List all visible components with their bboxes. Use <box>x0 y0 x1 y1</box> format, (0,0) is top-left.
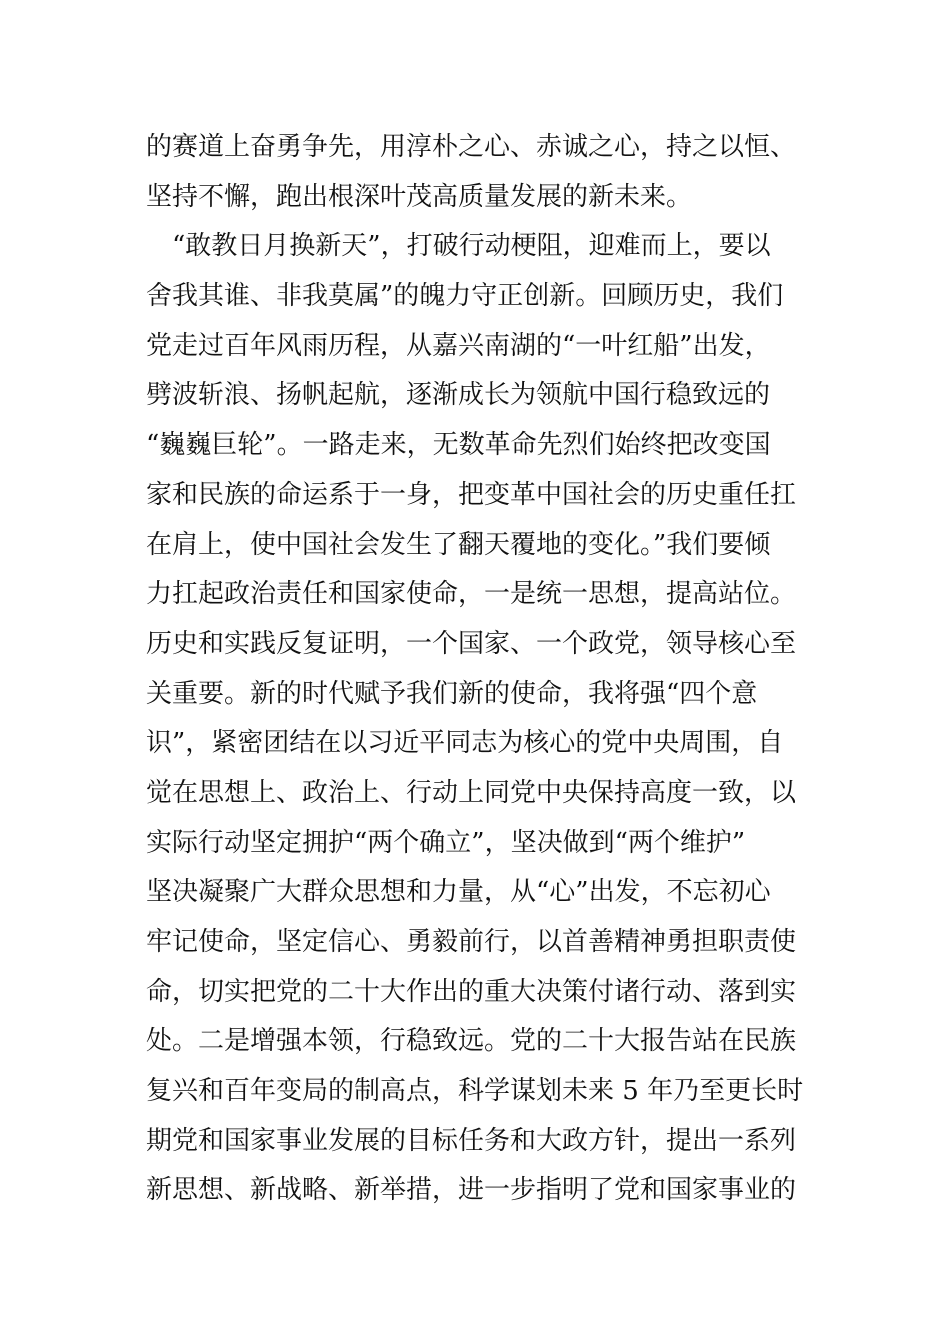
text-line-6: 劈波斩浪、扬帆起航，逐渐成长为领航中国行稳致远的 <box>146 380 771 411</box>
text-line-10: 力扛起政治责任和国家使命，一是统一思想，提高站位。 <box>146 579 797 610</box>
text-line-17: 牢记使命，坚定信心、勇毅前行，以首善精神勇担职责使 <box>146 927 797 957</box>
text-line-15: 实际行动坚定拥护“两个确立”，坚决做到“两个维护” <box>146 827 746 858</box>
text-line-12: 关重要。新的时代赋予我们新的使命，我将强“四个意 <box>146 678 758 709</box>
text-line-9: 在肩上，使中国社会发生了翻天覆地的变化。”我们要倾 <box>146 529 771 560</box>
text-line-22: 新思想、新战略、新举措，进一步指明了党和国家事业的 <box>146 1175 797 1206</box>
text-line-7: “巍巍巨轮”。一路走来，无数革命先烈们始终把改变国 <box>146 430 771 461</box>
text-line-5: 党走过百年风雨历程，从嘉兴南湖的“一叶红船”出发， <box>146 330 771 361</box>
text-line-1: 的赛道上奋勇争先，用淳朴之心、赤诚之心，持之以恒、 <box>146 132 797 162</box>
body-text <box>146 123 816 1216</box>
text-line-20: 复兴和百年变局的制高点，科学谋划未来 5 年乃至更长时 <box>146 1076 804 1107</box>
text-line-18: 命，切实把党的二十大作出的重大决策付诸行动、落到实 <box>146 976 797 1007</box>
text-line-16: 坚决凝聚广大群众思想和力量，从“心”出发，不忘初心 <box>146 877 771 908</box>
text-line-4: 舍我其谁、非我莫属”的魄力守正创新。回顾历史，我们 <box>146 281 784 312</box>
text-line-19: 处。二是增强本领，行稳致远。党的二十大报告站在民族 <box>146 1026 797 1057</box>
text-line-8: 家和民族的命运系于一身，把变革中国社会的历史重任扛 <box>146 479 797 510</box>
text-line-13: 识”，紧密团结在以习近平同志为核心的党中央周围，自 <box>146 728 784 759</box>
text-line-3: “敢教日月换新天”，打破行动梗阻，迎难而上，要以 <box>146 231 771 262</box>
text-line-14: 觉在思想上、政治上、行动上同党中央保持高度一致，以 <box>146 777 797 808</box>
text-line-11: 历史和实践反复证明，一个国家、一个政党，领导核心至 <box>146 628 797 659</box>
text-line-21: 期党和国家事业发展的目标任务和大政方针，提出一系列 <box>146 1125 797 1156</box>
text-line-2: 坚持不懈，跑出根深叶茂高质量发展的新未来。 <box>146 181 693 212</box>
